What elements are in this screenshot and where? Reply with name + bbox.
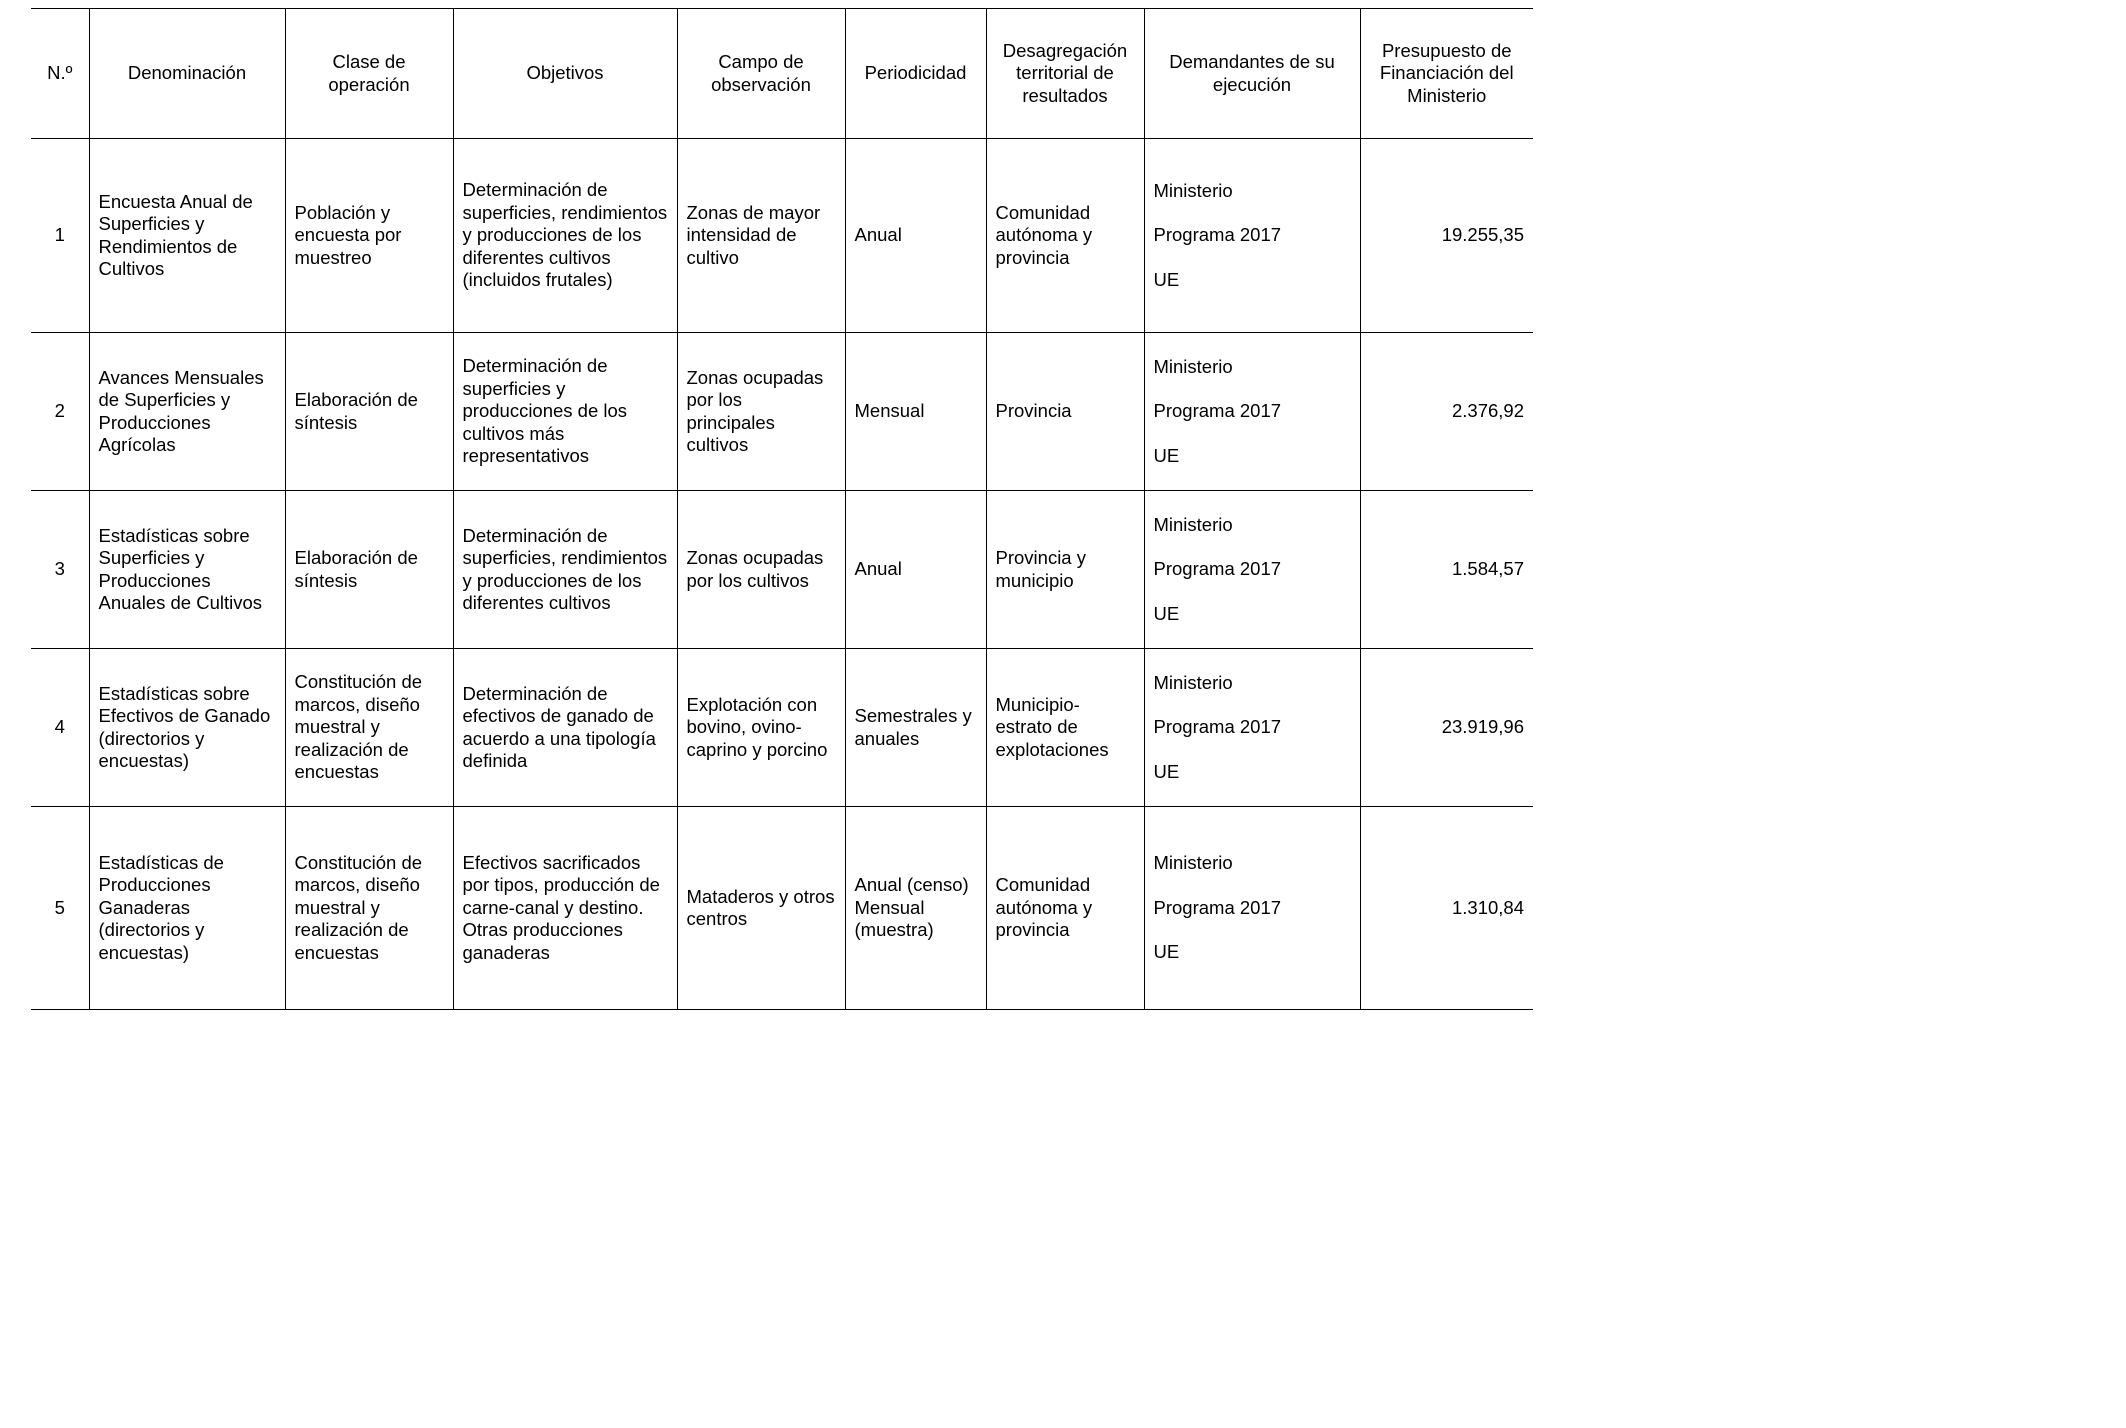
table-row <box>31 807 1533 1010</box>
demandante-programa: Programa 2017 <box>1153 716 1282 738</box>
cell-desagregacion: Comunidad autónoma y provincia <box>986 139 1144 333</box>
cell-campo-observacion: Zonas de mayor intensidad de cultivo <box>677 139 845 333</box>
cell-demandantes <box>1144 139 1360 333</box>
cell-periodicidad: Mensual <box>845 333 986 491</box>
cell-denominacion: Estadísticas sobre Superficies y Producciones Anuales de Cultivos <box>89 491 285 649</box>
header-numero: N.º <box>31 9 89 139</box>
cell-numero: 4 <box>31 649 89 807</box>
cell-presupuesto: 2.376,92 <box>1360 333 1533 491</box>
header-clase-operacion: Clase de operación <box>285 9 453 139</box>
demandante-programa: Programa 2017 <box>1153 558 1282 580</box>
cell-desagregacion: Comunidad autónoma y provincia <box>986 807 1144 1010</box>
cell-clase-operacion: Constitución de marcos, diseño muestral y realización de encuestas <box>285 649 453 807</box>
cell-demandantes <box>1144 807 1360 1010</box>
cell-numero: 1 <box>31 139 89 333</box>
cell-denominacion: Avances Mensuales de Superficies y Producciones Agrícolas <box>89 333 285 491</box>
demandante-ue: UE <box>1153 760 1180 782</box>
header-denominacion: Denominación <box>89 9 285 139</box>
cell-campo-observacion: Explotación con bovino, ovino-caprino y porcino <box>677 649 845 807</box>
cell-numero: 5 <box>31 807 89 1010</box>
cell-objetivos: Efectivos sacrificados por tipos, producción de carne-canal y destino. Otras producciones ganaderas <box>453 807 677 1010</box>
table-row <box>31 649 1533 807</box>
cell-objetivos: Determinación de superficies, rendimientos y producciones de los diferentes cultivos <box>453 491 677 649</box>
cell-desagregacion: Provincia y municipio <box>986 491 1144 649</box>
cell-denominacion: Estadísticas de Producciones Ganaderas (directorios y encuestas) <box>89 807 285 1010</box>
cell-clase-operacion: Elaboración de síntesis <box>285 491 453 649</box>
cell-periodicidad: Anual (censo) Mensual (muestra) <box>845 807 986 1010</box>
demandante-programa: Programa 2017 <box>1153 896 1282 918</box>
cell-clase-operacion: Población y encuesta por muestreo <box>285 139 453 333</box>
cell-presupuesto: 1.584,57 <box>1360 491 1533 649</box>
cell-periodicidad: Semestrales y anuales <box>845 649 986 807</box>
demandante-ministerio: Ministerio <box>1153 179 1233 201</box>
header-demandantes: Demandantes de su ejecución <box>1144 9 1360 139</box>
cell-clase-operacion: Constitución de marcos, diseño muestral y realización de encuestas <box>285 807 453 1010</box>
cell-presupuesto: 23.919,96 <box>1360 649 1533 807</box>
cell-denominacion: Encuesta Anual de Superficies y Rendimientos de Cultivos <box>89 139 285 333</box>
cell-desagregacion: Municipio-estrato de explotaciones <box>986 649 1144 807</box>
cell-clase-operacion: Elaboración de síntesis <box>285 333 453 491</box>
header-desagregacion: Desagregación territorial de resultados <box>986 9 1144 139</box>
demandante-ministerio: Ministerio <box>1153 852 1233 874</box>
cell-objetivos: Determinación de superficies y producciones de los cultivos más representativos <box>453 333 677 491</box>
cell-periodicidad: Anual <box>845 491 986 649</box>
cell-objetivos: Determinación de efectivos de ganado de acuerdo a una tipología definida <box>453 649 677 807</box>
header-presupuesto: Presupuesto de Financiación del Ministerio <box>1360 9 1533 139</box>
demandante-ministerio: Ministerio <box>1153 355 1233 377</box>
cell-desagregacion: Provincia <box>986 333 1144 491</box>
statistics-table <box>31 8 1533 1010</box>
cell-objetivos: Determinación de superficies, rendimientos y producciones de los diferentes cultivos (incluidos frutales) <box>453 139 677 333</box>
cell-periodicidad: Anual <box>845 139 986 333</box>
cell-demandantes <box>1144 491 1360 649</box>
cell-presupuesto: 1.310,84 <box>1360 807 1533 1010</box>
table-row <box>31 139 1533 333</box>
demandante-ue: UE <box>1153 941 1180 963</box>
demandante-ue: UE <box>1153 268 1180 290</box>
cell-numero: 3 <box>31 491 89 649</box>
demandante-programa: Programa 2017 <box>1153 400 1282 422</box>
demandante-ue: UE <box>1153 602 1180 624</box>
demandante-ue: UE <box>1153 444 1180 466</box>
cell-demandantes <box>1144 333 1360 491</box>
cell-demandantes <box>1144 649 1360 807</box>
header-periodicidad: Periodicidad <box>845 9 986 139</box>
demandante-ministerio: Ministerio <box>1153 671 1233 693</box>
demandante-programa: Programa 2017 <box>1153 224 1282 246</box>
cell-campo-observacion: Zonas ocupadas por los cultivos <box>677 491 845 649</box>
cell-campo-observacion: Mataderos y otros centros <box>677 807 845 1010</box>
header-objetivos: Objetivos <box>453 9 677 139</box>
header-row <box>31 9 1533 139</box>
demandante-ministerio: Ministerio <box>1153 513 1233 535</box>
header-campo-observacion: Campo de observación <box>677 9 845 139</box>
table-row <box>31 491 1533 649</box>
table-row <box>31 333 1533 491</box>
cell-numero: 2 <box>31 333 89 491</box>
cell-campo-observacion: Zonas ocupadas por los principales cultivos <box>677 333 845 491</box>
cell-presupuesto: 19.255,35 <box>1360 139 1533 333</box>
cell-denominacion: Estadísticas sobre Efectivos de Ganado (directorios y encuestas) <box>89 649 285 807</box>
